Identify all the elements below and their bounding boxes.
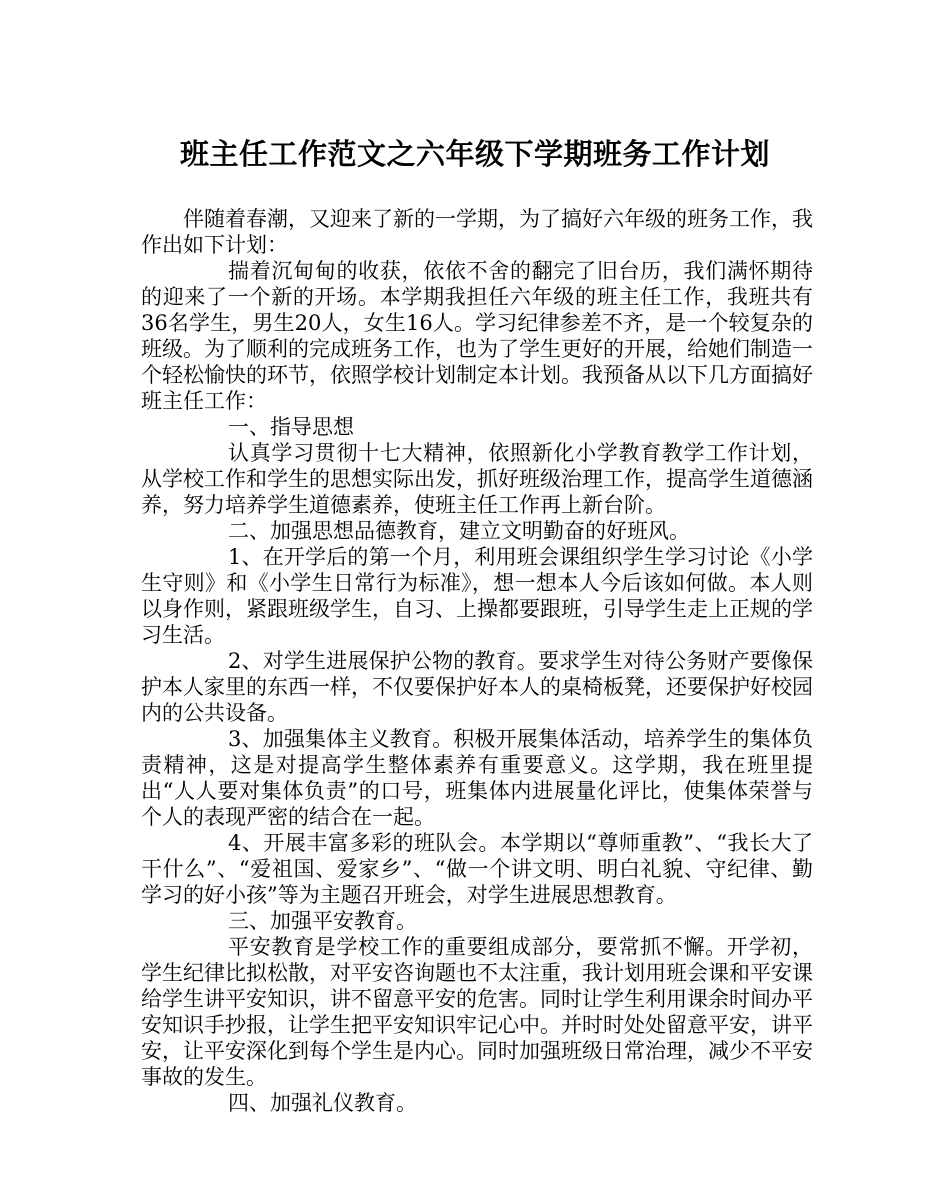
paragraph-item-3: 3、加强集体主义教育。积极开展集体活动，培养学生的集体负责精神，这是对提高学生整体素养有重要意义。这学期，我在班里提出“人人要对集体负责”的口号，班集体内进展量化评比，使集体荣誉与个人的表现严密的结合在一起。 [141,727,813,829]
paragraph-class-overview: 揣着沉甸甸的收获，依依不舍的翻完了旧台历，我们满怀期待的迎来了一个新的开场。本学期我担任六年级的班主任工作，我班共有36名学生，男生20人，女生16人。学习纪律参差不齐，是一个较复杂的班级。为了顺利的完成班务工作，也为了学生更好的开展，给她们制造一个轻松愉快的环节，依照学校计划制定本计划。我预备从以下几方面搞好班主任工作： [141,259,813,413]
paragraph-item-2: 2、对学生进展保护公物的教育。要求学生对待公务财产要像保护本人家里的东西一样，不仅要保护好本人的桌椅板凳，还要保护好校园内的公共设备。 [141,649,813,725]
document-body [141,206,813,1116]
paragraph-intro: 伴随着春潮，又迎来了新的一学期，为了搞好六年级的班务工作，我作出如下计划： [141,207,813,257]
section-heading-etiquette-education: 四、加强礼仪教育。 [228,1091,417,1115]
section-heading-guiding-thought: 一、指导思想 [228,415,354,439]
document-title: 班主任工作范文之六年级下学期班务工作计划 [179,137,770,171]
paragraph-item-4: 4、开展丰富多彩的班队会。本学期以“尊师重教”、“我长大了干什么”、“爱祖国、爱家乡”、“做一个讲文明、明白礼貌、守纪律、勤学习的好小孩”等为主题召开班会，对学生进展思想教育。 [141,831,813,907]
paragraph-safety-education: 平安教育是学校工作的重要组成部分，要常抓不懈。开学初，学生纪律比拟松散，对平安咨询题也不太注重，我计划用班会课和平安课给学生讲平安知识，讲不留意平安的危害。同时让学生利用课余时间办平安知识手抄报，让学生把平安知识牢记心中。并时时处处留意平安，讲平安，让平安深化到每个学生是内心。同时加强班级日常治理，减少不平安事故的发生。 [141,935,813,1089]
section-heading-safety-education: 三、加强平安教育。 [228,909,417,933]
paragraph-guiding-thought: 认真学习贯彻十七大精神，依照新化小学教育教学工作计划，从学校工作和学生的思想实际出发，抓好班级治理工作，提高学生道德涵养，努力培养学生道德素养，使班主任工作再上新台阶。 [141,441,813,517]
paragraph-item-1: 1、在开学后的第一个月，利用班会课组织学生学习讨论《小学生守则》和《小学生日常行为标准》，想一想本人今后该如何做。本人则以身作则，紧跟班级学生，自习、上操都要跟班，引导学生走上正规的学习生活。 [141,545,813,647]
section-heading-moral-education: 二、加强思想品德教育，建立文明勤奋的好班风。 [228,519,690,543]
